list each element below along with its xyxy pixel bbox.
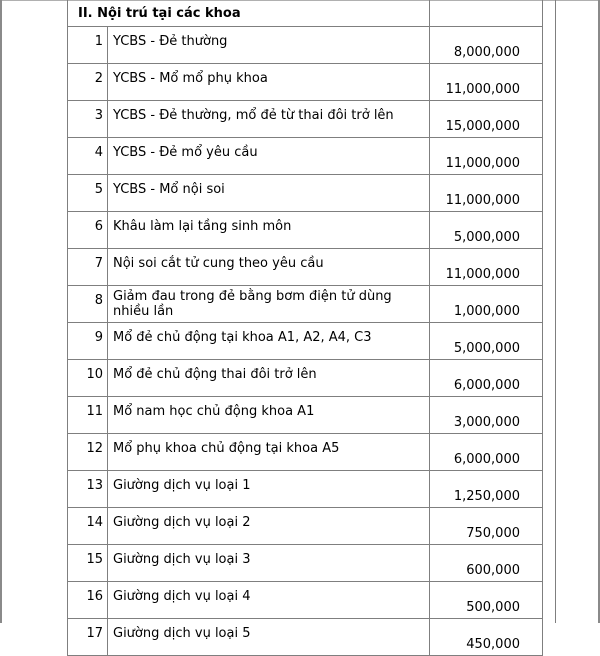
row-description: Mổ đẻ chủ động tại khoa A1, A2, A4, C3: [108, 323, 430, 360]
row-description: Giường dịch vụ loại 5: [108, 619, 430, 656]
row-price: 5,000,000: [430, 212, 543, 249]
row-price: 750,000: [430, 508, 543, 545]
row-price: 3,000,000: [430, 397, 543, 434]
page-right-rule: [555, 0, 556, 623]
table-row: [68, 360, 543, 397]
table-row: [68, 323, 543, 360]
table-row: [68, 64, 543, 101]
row-number: 1: [68, 27, 108, 64]
row-description: Giường dịch vụ loại 2: [108, 508, 430, 545]
row-number: 2: [68, 64, 108, 101]
row-number: 4: [68, 138, 108, 175]
section-price-cell: [430, 0, 543, 27]
table-row: [68, 471, 543, 508]
row-number: 10: [68, 360, 108, 397]
table-row: [68, 175, 543, 212]
row-number: 3: [68, 101, 108, 138]
row-price: 11,000,000: [430, 138, 543, 175]
row-price: 11,000,000: [430, 64, 543, 101]
row-number: 5: [68, 175, 108, 212]
row-description: Mổ đẻ chủ động thai đôi trở lên: [108, 360, 430, 397]
row-price: 6,000,000: [430, 360, 543, 397]
row-number: 7: [68, 249, 108, 286]
row-description: Giường dịch vụ loại 3: [108, 545, 430, 582]
row-number: 11: [68, 397, 108, 434]
row-price: 450,000: [430, 619, 543, 656]
table-row: [68, 545, 543, 582]
row-description: Khâu làm lại tầng sinh môn: [108, 212, 430, 249]
row-price: 15,000,000: [430, 101, 543, 138]
row-description: Mổ nam học chủ động khoa A1: [108, 397, 430, 434]
row-description: YCBS - Đẻ thường: [108, 27, 430, 64]
row-description: Mổ phụ khoa chủ động tại khoa A5: [108, 434, 430, 471]
row-price: 11,000,000: [430, 249, 543, 286]
price-table: [67, 0, 543, 656]
row-description: Giường dịch vụ loại 4: [108, 582, 430, 619]
table-row: [68, 286, 543, 323]
row-number: 17: [68, 619, 108, 656]
table-row: [68, 508, 543, 545]
row-price: 1,000,000: [430, 286, 543, 323]
table-row: [68, 249, 543, 286]
frame-left-border: [0, 0, 2, 623]
row-description: YCBS - Đẻ mổ yêu cầu: [108, 138, 430, 175]
row-number: 6: [68, 212, 108, 249]
row-description: YCBS - Đẻ thường, mổ đẻ từ thai đôi trở lên: [108, 101, 430, 138]
row-number: 8: [68, 286, 108, 323]
table-row: [68, 138, 543, 175]
table-row: [68, 212, 543, 249]
row-number: 15: [68, 545, 108, 582]
table-row: [68, 101, 543, 138]
row-number: 16: [68, 582, 108, 619]
table-row: [68, 619, 543, 656]
table-row: [68, 582, 543, 619]
section-header-row: [68, 0, 543, 27]
row-number: 9: [68, 323, 108, 360]
row-price: 11,000,000: [430, 175, 543, 212]
row-price: 1,250,000: [430, 471, 543, 508]
row-description: Nội soi cắt tử cung theo yêu cầu: [108, 249, 430, 286]
row-number: 12: [68, 434, 108, 471]
table-row: [68, 27, 543, 64]
row-price: 600,000: [430, 545, 543, 582]
row-price: 500,000: [430, 582, 543, 619]
section-title: II. Nội trú tại các khoa: [78, 6, 241, 21]
row-description: YCBS - Mổ mổ phụ khoa: [108, 64, 430, 101]
row-description: Giảm đau trong đẻ bằng bơm điện tử dùng nhiều lần: [108, 286, 430, 323]
row-price: 5,000,000: [430, 323, 543, 360]
section-title-cell: [68, 0, 430, 27]
table-row: [68, 397, 543, 434]
row-description: YCBS - Mổ nội soi: [108, 175, 430, 212]
row-price: 6,000,000: [430, 434, 543, 471]
row-description: Giường dịch vụ loại 1: [108, 471, 430, 508]
row-number: 13: [68, 471, 108, 508]
table-row: [68, 434, 543, 471]
row-price: 8,000,000: [430, 27, 543, 64]
row-number: 14: [68, 508, 108, 545]
